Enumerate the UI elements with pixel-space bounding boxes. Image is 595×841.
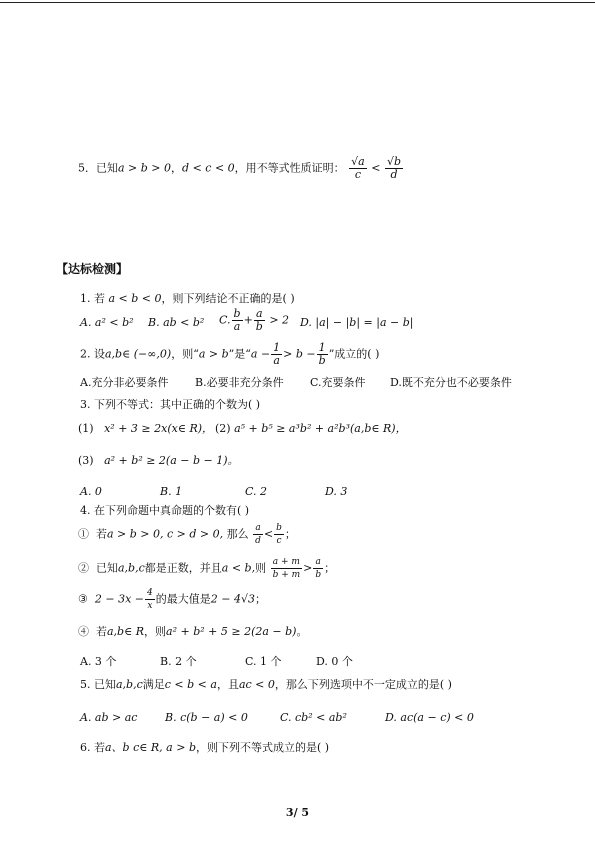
q4-item-3: ③ 2 − 3x − $\frac{4}{x}$ 的最大值是2 − 4√3；	[78, 588, 266, 611]
q4-opt-b: B. 2 个	[160, 655, 197, 668]
q2-stem: 2. 设a,b∈ (−∞,0)，则“a > b”是“a − $\frac{1}{a}$ > b − $\frac{1}{b}$ ”成立的( )	[80, 341, 380, 367]
q4-item-1: ① 若a > b > 0, c > d > 0, 那么 $\frac{a}{d}$ < $\frac{b}{c}$ ；	[78, 523, 296, 546]
q2-opt-c: C.充要条件	[310, 376, 366, 389]
q2-opt-a: A.充分非必要条件	[80, 376, 169, 389]
q3-opt-c: C. 2	[245, 485, 268, 498]
q3-item-1: (1) x² + 3 ≥ 2x(x∈ R)，	[78, 422, 214, 435]
section-title: 【达标检测】	[56, 262, 129, 276]
q3-opt-b: B. 1	[160, 485, 183, 498]
q3-opt-d: D. 3	[325, 485, 348, 498]
q3-item-3: (3) a² + b² ≥ 2(a − b − 1)。	[78, 454, 239, 467]
q1-stem: 1. 若 a < b < 0，则下列结论不正确的是( )	[80, 292, 295, 305]
q1-opt-c: C. $\frac{b}{a}$ + $\frac{a}{b}$ > 2	[219, 307, 290, 333]
q5-prev-line: 5．已知a > b > 0，d < c < 0，用不等式性质证明： $\frac{√a}{c}$ < $\frac{√b}{d}$	[78, 155, 402, 181]
q5-opt-b: B. c(b − a) < 0	[165, 711, 248, 724]
q3-item-2: (2) a⁵ + b⁵ ≥ a³b² + a²b³(a,b∈ R)，	[215, 422, 407, 435]
q5-opt-d: D. ac(a − c) < 0	[385, 711, 474, 724]
q4-opt-c: C. 1 个	[245, 655, 282, 668]
q2-opt-b: B.必要非充分条件	[195, 376, 284, 389]
q2-opt-d: D.既不充分也不必要条件	[390, 376, 512, 389]
q1-opt-a: A. a² < b²	[80, 316, 134, 329]
q4-item-2: ② 已知a,b,c都是正数，并且a < b,则 $\frac{a + m}{b + m}$ > $\frac{a}{b}$ ；	[78, 557, 336, 580]
q4-item-4: ④ 若a,b∈ R，则a² + b² + 5 ≥ 2(2a − b)。	[78, 625, 308, 638]
q1-opt-b: B. ab < b²	[148, 316, 205, 329]
q4-opt-d: D. 0 个	[316, 655, 353, 668]
q6-stem: 6. 若a、b c∈ R, a > b，则下列不等式成立的是( )	[80, 741, 330, 754]
q3-opt-a: A. 0	[80, 485, 102, 498]
q4-stem: 4. 在下列命题中真命题的个数有( )	[80, 504, 250, 517]
q3-stem: 3. 下列不等式：其中正确的个数为( )	[80, 398, 261, 411]
q5-stem: 5. 已知a,b,c满足c < b < a，且ac < 0，那么下列选项中不一定成立的是( )	[80, 678, 452, 691]
q5-opt-a: A. ab > ac	[80, 711, 138, 724]
q1-opt-d: D. |a| − |b| = |a − b|	[300, 316, 414, 329]
q4-opt-a: A. 3 个	[80, 655, 117, 668]
page-number: 3/ 5	[285, 806, 310, 819]
q5-opt-c: C. cb² < ab²	[280, 711, 347, 724]
top-rule	[0, 2, 595, 3]
